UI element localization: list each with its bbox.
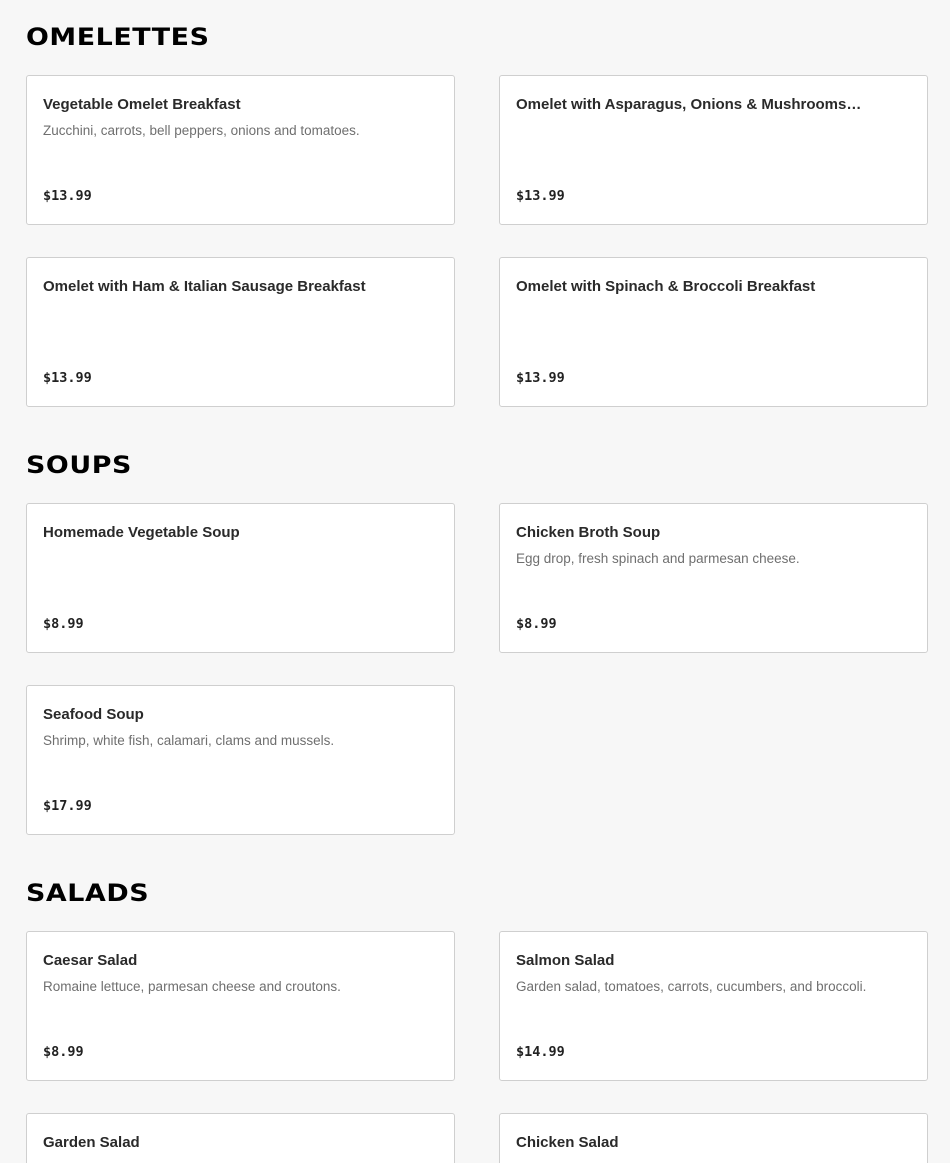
section-title: OMELETTES: [26, 23, 210, 51]
menu-item-card[interactable]: [26, 75, 455, 225]
section-title: SOUPS: [26, 451, 132, 479]
section-salads: [26, 879, 928, 1151]
item-price: $17.99: [43, 798, 92, 814]
item-price: $8.99: [43, 1044, 84, 1060]
item-name: Chicken Salad: [516, 1134, 619, 1151]
item-name: Omelet with Asparagus, Onions & Mushrooms…: [516, 96, 862, 113]
menu-item-card[interactable]: [499, 257, 928, 407]
item-name: Omelet with Ham & Italian Sausage Breakfast: [43, 278, 366, 295]
item-name: Chicken Broth Soup: [516, 524, 661, 541]
menu-item-card[interactable]: [499, 931, 928, 1081]
menu-item-card[interactable]: [26, 1113, 455, 1163]
item-price: $13.99: [43, 370, 92, 386]
menu-grid: [26, 931, 928, 1163]
menu-item-card[interactable]: [26, 257, 455, 407]
menu-item-card[interactable]: [499, 75, 928, 225]
menu-item-card[interactable]: [26, 685, 455, 835]
menu-grid: [26, 75, 928, 407]
item-price: $13.99: [43, 188, 92, 204]
menu-grid: [26, 503, 928, 835]
section-title: SALADS: [26, 879, 150, 907]
menu-item-card[interactable]: [26, 503, 455, 653]
item-name: Seafood Soup: [43, 706, 144, 723]
item-price: $14.99: [516, 1044, 565, 1060]
section-soups: [26, 451, 928, 814]
item-name: Vegetable Omelet Breakfast: [43, 96, 241, 113]
item-name: Salmon Salad: [516, 952, 615, 969]
menu-item-card[interactable]: [499, 503, 928, 653]
item-name: Omelet with Spinach & Broccoli Breakfast: [516, 278, 816, 295]
item-price: $8.99: [516, 616, 557, 632]
menu-item-card[interactable]: [26, 931, 455, 1081]
item-description: Romaine lettuce, parmesan cheese and croutons.: [43, 979, 341, 994]
item-description: Egg drop, fresh spinach and parmesan cheese.: [516, 551, 800, 566]
item-description: Shrimp, white fish, calamari, clams and mussels.: [43, 733, 335, 748]
item-price: $8.99: [43, 616, 84, 632]
item-price: $13.99: [516, 188, 565, 204]
item-description: Garden salad, tomatoes, carrots, cucumbers, and broccoli.: [516, 979, 867, 994]
item-description: Zucchini, carrots, bell peppers, onions and tomatoes.: [43, 123, 360, 138]
item-name: Garden Salad: [43, 1134, 140, 1151]
item-name: Caesar Salad: [43, 952, 138, 969]
item-name: Homemade Vegetable Soup: [43, 524, 240, 541]
menu-item-card[interactable]: [499, 1113, 928, 1163]
section-omelettes: [26, 23, 928, 386]
item-price: $13.99: [516, 370, 565, 386]
